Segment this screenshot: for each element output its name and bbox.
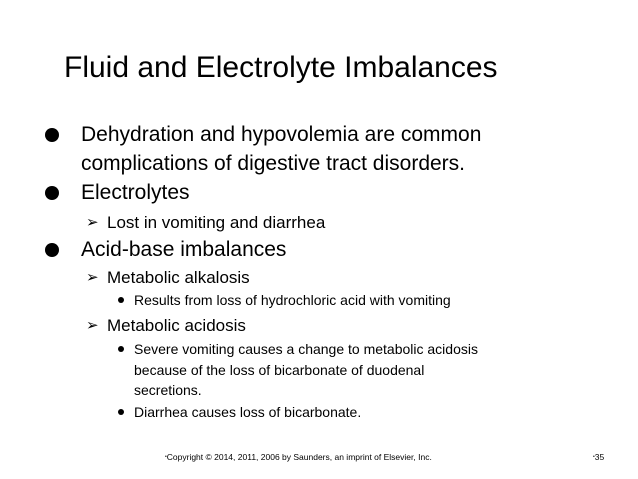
bullet-dehydration-line2: complications of digestive tract disorders. — [81, 152, 465, 175]
bullet-dot-icon — [45, 128, 59, 142]
bullet-dot-icon — [45, 243, 59, 257]
small-bullet-icon — [118, 297, 124, 303]
detail-severe-vomiting-line2: because of the loss of bicarbonate of duodenal — [134, 362, 425, 378]
small-bullet-icon — [118, 409, 124, 415]
arrow-bullet-icon: ➢ — [86, 268, 99, 286]
bullet-acid-base: Acid-base imbalances — [81, 238, 287, 261]
detail-severe-vomiting-line3: secretions. — [134, 382, 202, 398]
detail-severe-vomiting-line1: Severe vomiting causes a change to metabolic acidosis — [134, 341, 478, 357]
bullet-dehydration-line1: Dehydration and hypovolemia are common — [81, 123, 482, 146]
detail-diarrhea: Diarrhea causes loss of bicarbonate. — [134, 404, 362, 420]
bullet-electrolytes: Electrolytes — [81, 181, 190, 204]
sub-bullet-lost-in-vomiting: Lost in vomiting and diarrhea — [107, 213, 326, 232]
page-number-mark: • — [593, 454, 595, 460]
small-bullet-icon — [118, 346, 124, 352]
sub-bullet-metabolic-acidosis: Metabolic acidosis — [107, 316, 246, 335]
sub-bullet-metabolic-alkalosis: Metabolic alkalosis — [107, 268, 250, 287]
arrow-bullet-icon: ➢ — [86, 316, 99, 334]
slide-title: Fluid and Electrolyte Imbalances — [64, 51, 498, 84]
copyright-mark: • — [165, 454, 167, 460]
page-number — [593, 452, 604, 462]
copyright-text: Copyright © 2014, 2011, 2006 by Saunders, an imprint of Elsevier, Inc. — [166, 452, 432, 462]
bullet-dot-icon — [45, 186, 59, 200]
copyright-footer — [165, 452, 432, 462]
arrow-bullet-icon: ➢ — [86, 213, 99, 231]
detail-hydrochloric-acid: Results from loss of hydrochloric acid with vomiting — [134, 292, 451, 308]
page-number-text: 35 — [594, 452, 605, 462]
